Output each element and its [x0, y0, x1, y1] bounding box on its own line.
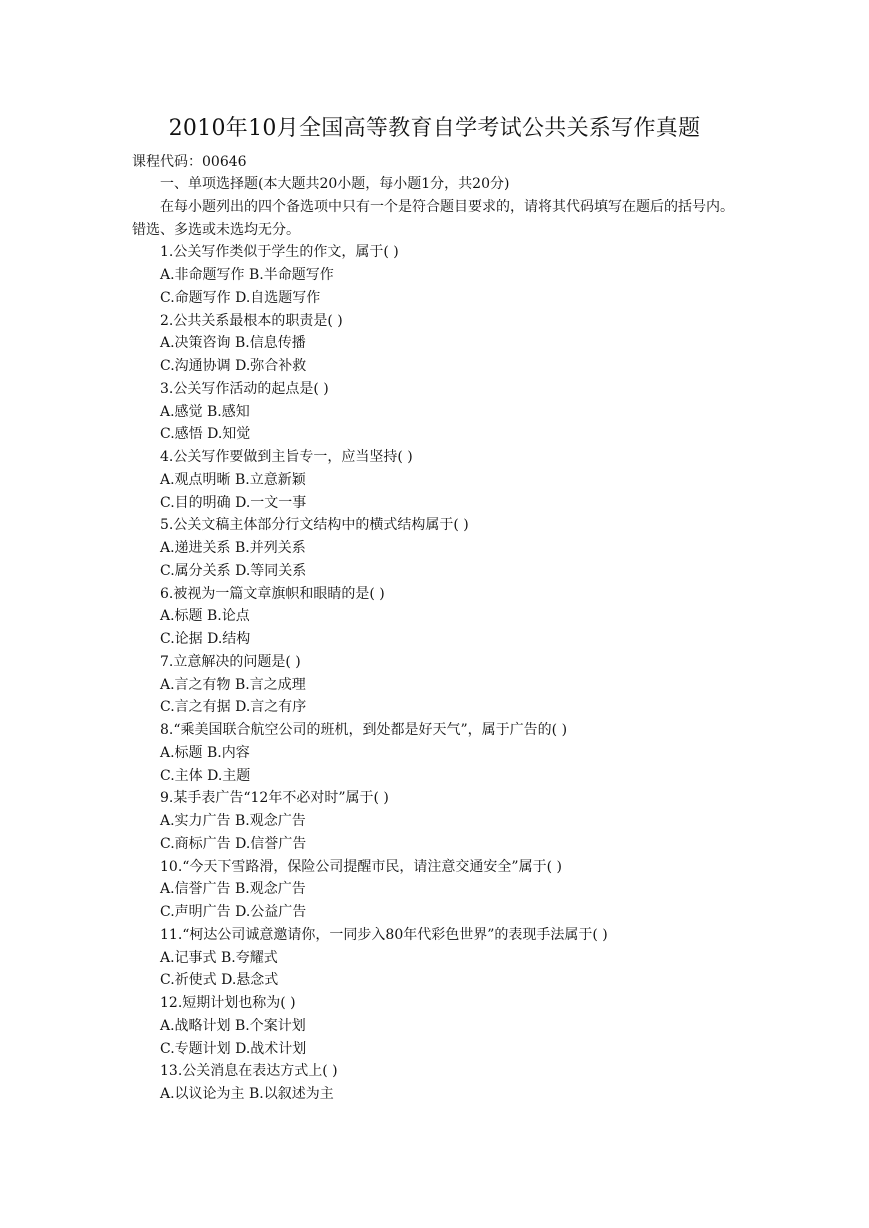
page-title: 2010年10月全国高等教育自学考试公共关系写作真题 [168, 116, 701, 141]
question-stem: 12.短期计划也称为( ) [160, 995, 296, 1011]
section-heading: 一、单项选择题(本大题共20小题，每小题1分，共20分) [160, 176, 510, 192]
question-options-cd: C.属分关系 D.等同关系 [160, 562, 307, 579]
question-stem: 4.公关写作要做到主旨专一，应当坚持( ) [160, 449, 413, 465]
question-options-ab: A.标题 B.论点 [160, 608, 250, 625]
instructions-paragraph: 在每小题列出的四个备选项中只有一个是符合题目要求的，请将其代码填写在题后的括号内。错选、多选或未选均无分。 [132, 198, 734, 238]
question-options-cd: C.论据 D.结构 [160, 631, 251, 647]
question-options-ab: A.以议论为主 B.以叙述为主 [160, 1086, 334, 1102]
question-stem: 1.公关写作类似于学生的作文，属于( ) [160, 244, 399, 261]
question-options-ab: A.观点明晰 B.立意新颖 [160, 471, 306, 488]
question-options-cd: C.言之有据 D.言之有序 [160, 699, 307, 716]
question-stem: 13.公关消息在表达方式上( ) [160, 1063, 338, 1080]
question-options-ab: A.标题 B.内容 [160, 744, 250, 761]
question-list [132, 241, 746, 1106]
question-options-ab: A.记事式 B.夸耀式 [160, 949, 278, 966]
question-options-ab: A.决策咨询 B.信息传播 [160, 335, 306, 352]
question-stem: 2.公共关系最根本的职责是( ) [160, 312, 343, 329]
question-stem: 3.公关写作活动的起点是( ) [160, 380, 329, 397]
question-options-ab: A.感觉 B.感知 [160, 403, 250, 420]
question-options-ab: A.实力广告 B.观念广告 [160, 813, 306, 829]
question-options-ab: A.非命题写作 B.半命题写作 [160, 267, 334, 283]
question-options-cd: C.声明广告 D.公益广告 [160, 904, 307, 920]
question-options-ab: A.战略计划 B.个案计划 [160, 1017, 306, 1034]
question-stem: 11.“柯达公司诚意邀请你，一同步入80年代彩色世界”的表现手法属于( ) [160, 926, 608, 943]
question-options-cd: C.主体 D.主题 [160, 767, 251, 784]
question-options-cd: C.命题写作 D.自选题写作 [160, 289, 321, 306]
course-code: 课程代码：00646 [132, 154, 247, 170]
question-stem: 6.被视为一篇文章旗帜和眼睛的是( ) [160, 585, 385, 602]
document-body [132, 173, 746, 1106]
question-options-cd: C.沟通协调 D.弥合补救 [160, 358, 307, 374]
question-stem: 8.“乘美国联合航空公司的班机，到处都是好天气”，属于广告的( ) [160, 722, 568, 738]
question-options-cd: C.目的明确 D.一文一事 [160, 494, 307, 511]
question-stem: 5.公关文稿主体部分行文结构中的横式结构属于( ) [160, 517, 469, 534]
question-options-ab: A.递进关系 B.并列关系 [160, 540, 306, 556]
question-stem: 7.立意解决的问题是( ) [160, 653, 301, 670]
question-options-cd: C.祈使式 D.悬念式 [160, 972, 279, 989]
question-options-ab: A.言之有物 B.言之成理 [160, 676, 306, 693]
question-options-cd: C.专题计划 D.战术计划 [160, 1040, 307, 1057]
question-options-ab: A.信誉广告 B.观念广告 [160, 881, 306, 898]
question-stem: 10.“今天下雪路滑，保险公司提醒市民，请注意交通安全”属于( ) [160, 858, 562, 875]
question-options-cd: C.感悟 D.知觉 [160, 426, 251, 443]
question-options-cd: C.商标广告 D.信誉广告 [160, 835, 307, 852]
question-stem: 9.某手表广告“12年不必对时”属于( ) [160, 790, 389, 807]
